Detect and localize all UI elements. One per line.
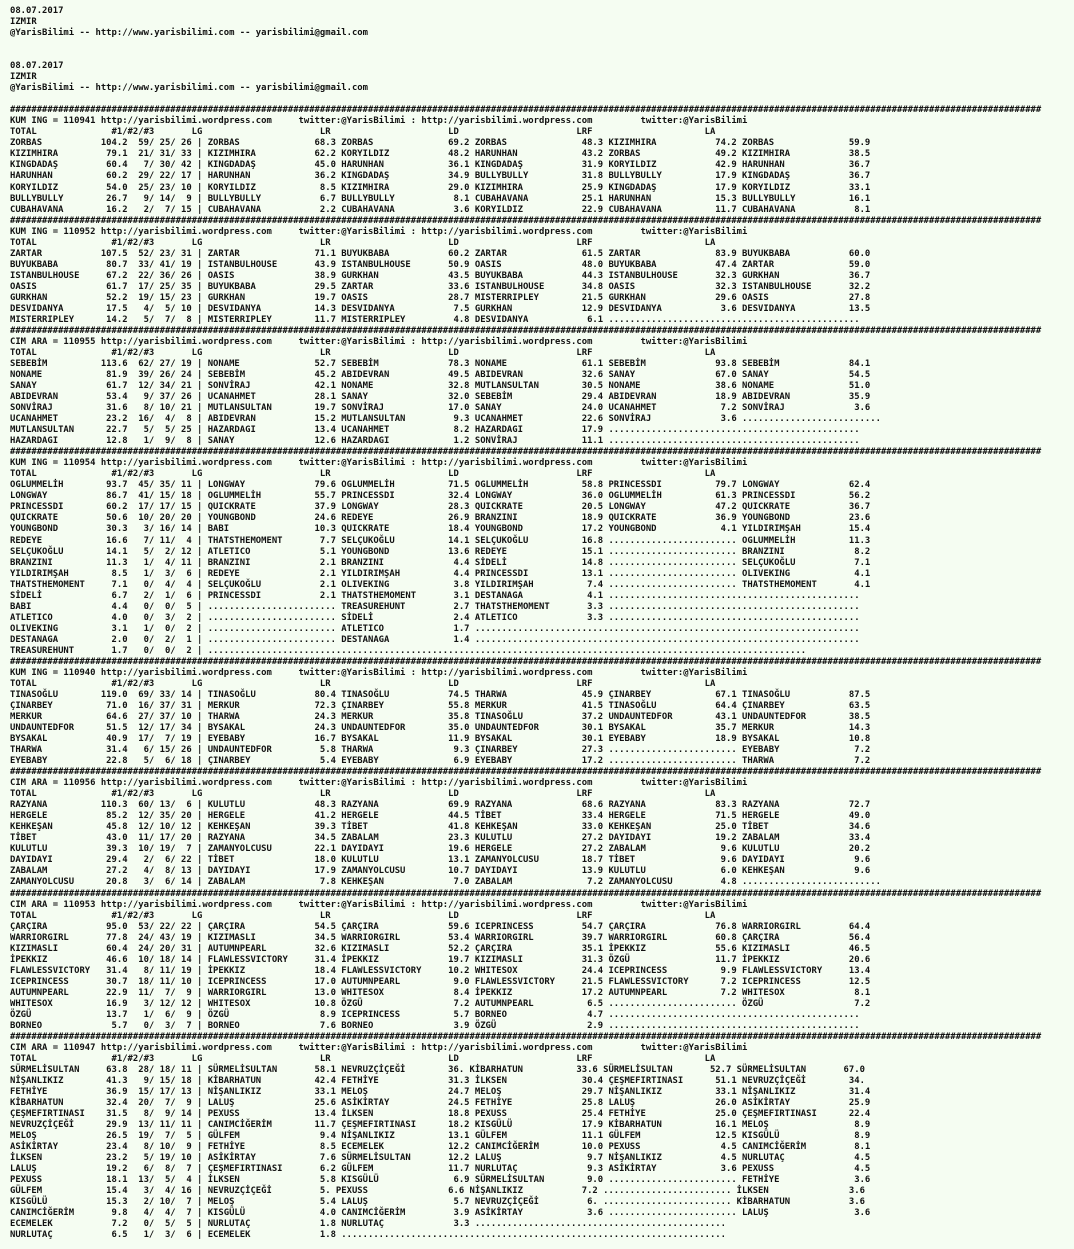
race-title: CIM ARA = 110956 http://yarisbilimi.wordpress.com twitter:@YarisBilimi : http://yarisbilimi.wordpress.com twitter:@YarisBilimi xyxy=(10,778,748,789)
result-row: BUYUKBABA 80.7 33/ 41/ 19 | ISTANBULHOUSE 43.9 ISTANBULHOUSE 50.9 OASIS 48.0 BUYUKBABA 47.4 ZARTAR 59.0 xyxy=(10,259,871,270)
section-separator: ################################################################################################################################################################################################# xyxy=(10,767,1042,778)
result-row: NURLUTAÇ 6.5 1/ 3/ 6 | ECEMELEK 1.8 ........................................................................ xyxy=(10,1230,726,1241)
column-headers: TOTAL #1/#2/#3 LG LR LD LRF LA xyxy=(10,237,716,248)
result-row: ZAMANYOLCUSU 20.8 3/ 6/ 14 | ZABALAM 7.8 KEHKEŞAN 7.0 ZABALAM 7.2 ZAMANYOLCUSU 4.8 .......................... xyxy=(10,877,881,888)
header-line: 08.07.2017 xyxy=(10,6,64,16)
result-row: UNDAUNTEDFOR 51.5 12/ 17/ 34 | BYSAKAL 24.3 UNDAUNTEDFOR 35.0 UNDAUNTEDFOR 30.1 BYSAKAL 35.7 MERKUR 14.3 xyxy=(10,723,871,734)
result-row: BYSAKAL 40.9 17/ 7/ 19 | EYEBABY 16.7 BYSAKAL 11.9 BYSAKAL 30.1 EYEBABY 18.9 BYSAKAL 10.8 xyxy=(10,734,871,745)
result-row: AUTUMNPEARL 22.9 11/ 7/ 9 | WARRIORGIRL 13.0 WHITESOX 8.4 İPEKKIZ 17.2 AUTUMNPEARL 7.2 WHITESOX 8.1 xyxy=(10,987,871,998)
result-row: KIZIMHIRA 79.1 21/ 31/ 33 | KIZIMHIRA 62.2 KORYILDIZ 48.2 HARUNHAN 43.2 ZORBAS 49.2 KIZIMHIRA 38.5 xyxy=(10,149,871,160)
result-row: MISTERRIPLEY 14.2 5/ 7/ 8 | MISTERRIPLEY 11.7 MISTERRIPLEY 4.8 DESVIDANYA 6.1 ............................................... xyxy=(10,314,860,325)
header-line: @YarisBilimi -- http://www.yarisbilimi.com -- yarisbilimi@gmail.com xyxy=(10,28,368,39)
result-row: İLKSEN 23.2 5/ 19/ 10 | ASİKİRTAY 7.6 SÜRMELİSULTAN 12.2 LALUŞ 9.7 NİŞANLIKIZ 4.5 NURLUTAÇ 4.5 xyxy=(10,1153,871,1164)
result-row: SÜRMELİSULTAN 63.8 28/ 18/ 11 | SÜRMELİSULTAN 58.1 NEVRUZÇİÇEĞİ 36. KİBARHATUN 33.6 SÜRMELİSULTAN 52.7 SÜRMELİSULTAN 67.0 xyxy=(10,1065,865,1075)
result-row: THARWA 31.4 6/ 15/ 26 | UNDAUNTEDFOR 5.8 THARWA 9.3 ÇINARBEY 27.3 ........................ EYEBABY 7.2 xyxy=(10,745,871,756)
result-row: RAZYANA 110.3 60/ 13/ 6 | KULUTLU 48.3 RAZYANA 69.9 RAZYANA 68.6 RAZYANA 83.3 RAZYANA 72.7 xyxy=(10,800,871,811)
race-title: KUM ING = 110952 http://yarisbilimi.wordpress.com twitter:@YarisBilimi : http://yarisbilimi.wordpress.com twitter:@YarisBilimi xyxy=(10,226,748,237)
result-row: ZARTAR 107.5 52/ 23/ 31 | ZARTAR 71.1 BUYUKBABA 60.2 ZARTAR 61.5 ZARTAR 83.9 BUYUKBABA 60.0 xyxy=(10,248,871,259)
result-row: UCANAHMET 23.2 16/ 4/ 8 | ABIDEVRAN 15.2 MUTLANSULTAN 9.3 UCANAHMET 22.6 SONVİRAJ 3.6 .......................... xyxy=(10,414,881,425)
result-row: CANIMCİĞERİM 9.8 4/ 4/ 7 | KISGÜLÜ 4.0 CANIMCİĞERİM 3.9 ASİKİRTAY 3.6 ........................ LALUŞ 3.6 xyxy=(10,1208,871,1219)
race-title: CIM ARA = 110953 http://yarisbilimi.wordpress.com twitter:@YarisBilimi : http://yarisbilimi.wordpress.com twitter:@YarisBilimi xyxy=(10,899,748,910)
result-row: ABIDEVRAN 53.4 9/ 37/ 26 | UCANAHMET 28.1 SANAY 32.0 SEBEBİM 29.4 ABIDEVRAN 18.9 ABIDEVRAN 35.9 xyxy=(10,392,871,403)
result-row: TREASUREHUNT 1.7 0/ 0/ 2 | ................................................................................................................ xyxy=(10,645,807,656)
result-row: OGLUMMELİH 93.7 45/ 35/ 11 | LONGWAY 79.6 OGLUMMELİH 71.5 OGLUMMELİH 58.8 PRINCESSDI 79.7 LONGWAY 62.4 xyxy=(10,480,871,491)
result-row: HARUNHAN 60.2 29/ 22/ 17 | HARUNHAN 36.2 KINGDADAŞ 34.9 BULLYBULLY 31.8 BULLYBULLY 17.9 KINGDADAŞ 36.7 xyxy=(10,171,871,182)
result-row: ÖZGÜ 13.7 1/ 6/ 9 | ÖZGÜ 8.9 ICEPRINCESS 5.7 BORNEO 4.7 ............................................... xyxy=(10,1009,860,1020)
result-row: ZABALAM 27.2 4/ 8/ 13 | DAYIDAYI 17.9 ZAMANYOLCUSU 10.7 DAYIDAYI 13.9 KULUTLU 6.0 KEHKEŞAN 9.6 xyxy=(10,866,871,877)
column-headers: TOTAL #1/#2/#3 LG LR LD LRF LA xyxy=(10,469,716,480)
result-row: FLAWLESSVICTORY 31.4 8/ 11/ 19 | İPEKKIZ 18.4 FLAWLESSVICTORY 10.2 WHITESOX 24.4 ICEPRINCESS 9.9 FLAWLESSVICTORY 13.4 xyxy=(10,965,871,976)
result-row: KEHKEŞAN 45.8 12/ 10/ 12 | KEHKEŞAN 39.3 TİBET 41.8 KEHKEŞAN 33.0 KEHKEŞAN 25.0 TİBET 34.6 xyxy=(10,822,871,833)
result-row: KULUTLU 39.3 10/ 19/ 7 | ZAMANYOLCUSU 22.1 DAYIDAYI 19.6 HERGELE 27.2 ZABALAM 9.6 KULUTLU 20.2 xyxy=(10,844,871,855)
result-row: ISTANBULHOUSE 67.2 22/ 36/ 26 | OASIS 38.9 GURKHAN 43.5 BUYUKBABA 44.3 ISTANBULHOUSE 32.3 GURKHAN 36.7 xyxy=(10,270,871,281)
result-row: ÇEŞMEFIRTINASI 31.5 8/ 9/ 14 | PEXUSS 13.4 İLKSEN 18.8 PEXUSS 25.4 FETHİYE 25.0 ÇEŞMEFIRTINASI 22.4 xyxy=(10,1109,871,1120)
column-headers: TOTAL #1/#2/#3 LG LR LD LRF LA xyxy=(10,910,716,921)
result-row: BABI 4.4 0/ 0/ 5 | ........................ TREASUREHUNT 2.7 THATSTHEMOMENT 3.3 ............................................... xyxy=(10,601,860,612)
result-row: OLIVEKING 3.1 1/ 0/ 2 | ........................ ATLETICO 1.7 ........................................................................ xyxy=(10,623,860,634)
result-row: SEBEBİM 113.6 62/ 27/ 19 | NONAME 52.7 SEBEBİM 78.3 NONAME 61.1 SEBEBİM 93.8 SEBEBİM 84.1 xyxy=(10,359,871,369)
race-title: KUM ING = 110940 http://yarisbilimi.wordpress.com twitter:@YarisBilimi : http://yarisbilimi.wordpress.com twitter:@YarisBilimi xyxy=(10,667,748,678)
result-row: ATLETICO 4.0 0/ 3/ 2 | ........................ SİDELİ 2.4 ATLETICO 3.3 ............................................... xyxy=(10,612,860,623)
result-row: WARRIORGIRL 77.8 24/ 43/ 19 | KIZIMASLI 34.5 WARRIORGIRL 53.4 WARRIORGIRL 39.7 WARRIORGIRL 60.8 ÇARÇIRA 56.4 xyxy=(10,932,871,943)
race-title: CIM ARA = 110955 http://yarisbilimi.wordpress.com twitter:@YarisBilimi : http://yarisbilimi.wordpress.com twitter:@YarisBilimi xyxy=(10,336,748,347)
result-row: ASİKİRTAY 23.4 8/ 10/ 9 | FETHİYE 8.5 ECEMELEK 12.2 CANIMCİĞERİM 10.0 PEXUSS 4.5 CANIMCİĞERİM 8.1 xyxy=(10,1142,871,1153)
result-row: MELOŞ 26.5 19/ 7/ 5 | GÜLFEM 9.4 NİŞANLIKIZ 13.1 GÜLFEM 11.1 GÜLFEM 12.5 KISGÜLÜ 8.9 xyxy=(10,1131,871,1142)
result-row: CUBAHAVANA 16.2 2/ 7/ 15 | CUBAHAVANA 2.2 CUBAHAVANA 3.6 KORYILDIZ 22.9 CUBAHAVANA 11.7 CUBAHAVANA 8.1 xyxy=(10,204,871,215)
column-headers: TOTAL #1/#2/#3 LG LR LD LRF LA xyxy=(10,789,716,800)
section-separator: ################################################################################################################################################################################################# xyxy=(10,656,1042,667)
result-row: TİBET 43.0 11/ 17/ 20 | RAZYANA 34.5 ZABALAM 23.3 KULUTLU 27.2 DAYIDAYI 19.2 ZABALAM 33.4 xyxy=(10,833,871,844)
race-title: KUM ING = 110954 http://yarisbilimi.wordpress.com twitter:@YarisBilimi : http://yarisbilimi.wordpress.com twitter:@YarisBilimi xyxy=(10,458,748,469)
result-row: GÜLFEM 15.4 3/ 4/ 16 | NEVRUZÇİÇEĞİ 5. PEXUSS 6.6 NİŞANLIKIZ 7.2 ........................ İLKSEN 3.6 xyxy=(10,1186,865,1197)
result-row: İPEKKIZ 46.6 10/ 18/ 14 | FLAWLESSVICTORY 31.4 İPEKKIZ 19.7 KIZIMASLI 31.3 ÖZGÜ 11.7 İPEKKIZ 20.6 xyxy=(10,954,871,965)
result-row: DESVIDANYA 17.5 4/ 5/ 10 | DESVIDANYA 14.3 DESVIDANYA 7.5 GURKHAN 12.9 DESVIDANYA 3.6 DESVIDANYA 13.5 xyxy=(10,303,871,314)
result-row: FETHİYE 36.9 15/ 17/ 13 | NİŞANLIKIZ 33.1 MELOŞ 24.7 MELOŞ 29.7 NİŞANLIKIZ 33.1 NİŞANLIKIZ 31.4 xyxy=(10,1087,871,1098)
section-separator: ################################################################################################################################################################################################# xyxy=(10,1031,1042,1042)
column-headers: TOTAL #1/#2/#3 LG LR LD LRF LA xyxy=(10,1053,716,1064)
result-row: ÇINARBEY 71.0 16/ 37/ 31 | MERKUR 72.3 ÇINARBEY 55.8 MERKUR 41.5 TINASOĞLU 64.4 ÇINARBEY 63.5 xyxy=(10,700,871,711)
result-row: OASIS 61.7 17/ 25/ 35 | BUYUKBABA 29.5 ZARTAR 33.6 ISTANBULHOUSE 34.8 OASIS 32.3 ISTANBULHOUSE 32.2 xyxy=(10,281,871,292)
result-row: ZORBAS 104.2 59/ 25/ 26 | ZORBAS 68.3 ZORBAS 69.2 ZORBAS 48.3 KIZIMHIRA 74.2 ZORBAS 59.9 xyxy=(10,138,871,149)
result-row: REDEYE 16.6 7/ 11/ 4 | THATSTHEMOMENT 7.7 SELÇUKOĞLU 14.1 SELÇUKOĞLU 16.8 ........................ OGLUMMELİH 11.3 xyxy=(10,535,871,546)
section-separator: ################################################################################################################################################################################################# xyxy=(10,215,1042,226)
header-line: IZMIR xyxy=(10,17,37,28)
result-row: KINGDADAŞ 60.4 7/ 30/ 42 | KINGDADAŞ 45.0 HARUNHAN 36.1 KINGDADAŞ 31.9 KORYILDIZ 42.9 HARUNHAN 36.7 xyxy=(10,160,871,171)
result-row: BULLYBULLY 26.7 9/ 14/ 9 | BULLYBULLY 6.7 BULLYBULLY 8.1 CUBAHAVANA 25.1 HARUNHAN 15.3 BULLYBULLY 16.1 xyxy=(10,193,871,204)
result-row: KİBARHATUN 32.4 20/ 7/ 9 | LALUŞ 25.6 ASİKİRTAY 24.5 FETHİYE 25.8 LALUŞ 26.0 ASİKİRTAY 25.9 xyxy=(10,1098,871,1109)
result-row: HAZARDAGI 12.8 1/ 9/ 8 | SANAY 12.6 HAZARDAGI 1.2 SONVİRAJ 11.1 ............................................... xyxy=(10,436,860,447)
header-line: 08.07.2017 xyxy=(10,61,64,72)
result-row: YILDIRIMŞAH 8.5 1/ 3/ 6 | REDEYE 2.1 YILDIRIMŞAH 4.4 PRINCESSDI 13.1 ........................ OLIVEKING 4.1 xyxy=(10,568,871,579)
result-row: THATSTHEMOMENT 7.1 0/ 4/ 4 | SELÇUKOĞLU 2.1 OLIVEKING 3.8 YILDIRIMŞAH 7.4 ........................ THATSTHEMOMENT 4.1 xyxy=(10,579,871,590)
result-row: KIZIMASLI 60.4 24/ 20/ 31 | AUTUMNPEARL 32.6 KIZIMASLI 52.2 ÇARÇIRA 35.1 İPEKKIZ 55.6 KIZIMASLI 46.5 xyxy=(10,943,871,954)
result-row: NEVRUZÇİÇEĞİ 29.9 13/ 11/ 11 | CANIMCİĞERİM 11.7 ÇEŞMEFIRTINASI 18.2 KISGÜLÜ 17.9 KİBARHATUN 16.1 MELOŞ 8.9 xyxy=(10,1120,871,1131)
section-separator: ################################################################################################################################################################################################# xyxy=(10,888,1042,899)
result-row: MERKUR 64.6 27/ 37/ 10 | THARWA 24.3 MERKUR 35.8 TINASOĞLU 37.2 UNDAUNTEDFOR 43.1 UNDAUNTEDFOR 38.5 xyxy=(10,712,871,722)
result-row: KORYILDIZ 54.0 25/ 23/ 10 | KORYILDIZ 8.5 KIZIMHIRA 29.0 KIZIMHIRA 25.9 KINGDADAŞ 17.9 KORYILDIZ 33.1 xyxy=(10,182,871,193)
result-row: NİŞANLIKIZ 41.3 9/ 15/ 18 | KİBARHATUN 42.4 FETHİYE 31.3 İLKSEN 30.4 ÇEŞMEFIRTINASI 51.1 NEVRUZÇİÇEĞİ 34. xyxy=(10,1076,865,1087)
result-row: ICEPRINCESS 30.7 18/ 11/ 10 | ICEPRINCESS 17.0 AUTUMNPEARL 9.0 FLAWLESSVICTORY 21.5 FLAWLESSVICTORY 7.2 ICEPRINCESS 12.5 xyxy=(10,976,871,987)
result-row: YOUNGBOND 30.3 3/ 16/ 14 | BABI 10.3 QUICKRATE 18.4 YOUNGBOND 17.2 YOUNGBOND 4.1 YILDIRIMŞAH 15.4 xyxy=(10,524,871,535)
column-headers: TOTAL #1/#2/#3 LG LR LD LRF LA xyxy=(10,678,716,689)
section-separator: ################################################################################################################################################################################################# xyxy=(10,105,1042,116)
result-row: SONVİRAJ 31.6 8/ 10/ 21 | MUTLANSULTAN 19.7 SONVİRAJ 17.0 SANAY 24.0 UCANAHMET 7.2 SONVİRAJ 3.6 xyxy=(10,403,871,414)
header-line: @YarisBilimi -- http://www.yarisbilimi.com -- yarisbilimi@gmail.com xyxy=(10,83,368,94)
result-row: KISGÜLÜ 15.3 2/ 10/ 7 | MELOŞ 5.4 LALUŞ 5.7 NEVRUZÇİÇEĞİ 6. ........................ KİBARHATUN 3.6 xyxy=(10,1197,865,1208)
result-row: WHITESOX 16.9 3/ 12/ 12 | WHITESOX 10.8 ÖZGÜ 7.2 AUTUMNPEARL 6.5 ........................ ÖZGÜ 7.2 xyxy=(10,998,871,1009)
race-title: KUM ING = 110941 http://yarisbilimi.wordpress.com twitter:@YarisBilimi : http://yarisbilimi.wordpress.com twitter:@YarisBilimi xyxy=(10,116,748,127)
result-row: QUICKRATE 50.6 10/ 20/ 20 | YOUNGBOND 24.6 REDEYE 26.9 BRANZINI 18.9 QUICKRATE 36.9 YOUNGBOND 23.6 xyxy=(10,513,871,524)
column-headers: TOTAL #1/#2/#3 LG LR LD LRF LA xyxy=(10,127,716,138)
result-row: MUTLANSULTAN 22.7 5/ 5/ 25 | HAZARDAGI 13.4 UCANAHMET 8.2 HAZARDAGI 17.9 ............................................... xyxy=(10,425,860,436)
section-separator: ################################################################################################################################################################################################# xyxy=(10,325,1042,336)
header-line: IZMIR xyxy=(10,72,37,83)
result-row: SİDELİ 6.7 2/ 1/ 6 | PRINCESSDI 2.1 THATSTHEMOMENT 3.1 DESTANAGA 4.1 ............................................... xyxy=(10,590,860,601)
result-row: TINASOĞLU 119.0 69/ 33/ 14 | TINASOĞLU 80.4 TINASOĞLU 74.5 THARWA 45.9 ÇINARBEY 67.1 TINASOĞLU 87.5 xyxy=(10,689,871,700)
result-row: LALUŞ 19.2 6/ 8/ 7 | ÇEŞMEFIRTINASI 6.2 GÜLFEM 11.7 NURLUTAÇ 9.3 ASİKİRTAY 3.6 PEXUSS 4.5 xyxy=(10,1164,871,1175)
section-separator: ################################################################################################################################################################################################# xyxy=(10,447,1042,458)
result-row: HERGELE 85.2 12/ 35/ 20 | HERGELE 41.2 HERGELE 44.5 TİBET 33.4 HERGELE 71.5 HERGELE 49.0 xyxy=(10,811,871,822)
race-title: CIM ARA = 110947 http://yarisbilimi.wordpress.com twitter:@YarisBilimi : http://yarisbilimi.wordpress.com twitter:@YarisBilimi xyxy=(10,1042,748,1053)
result-row: SELÇUKOĞLU 14.1 5/ 2/ 12 | ATLETICO 5.1 YOUNGBOND 13.6 REDEYE 15.1 ........................ BRANZINI 8.2 xyxy=(10,546,871,557)
result-row: PRINCESSDI 60.2 17/ 17/ 15 | QUICKRATE 37.9 LONGWAY 28.3 QUICKRATE 20.5 LONGWAY 47.2 QUICKRATE 36.7 xyxy=(10,502,871,513)
result-row: GURKHAN 52.2 19/ 15/ 23 | GURKHAN 19.7 OASIS 28.7 MISTERRIPLEY 21.5 GURKHAN 29.6 OASIS 27.8 xyxy=(10,292,871,303)
result-row: DAYIDAYI 29.4 2/ 6/ 22 | TİBET 18.0 KULUTLU 13.1 ZAMANYOLCUSU 18.7 TİBET 9.6 DAYIDAYI 9.6 xyxy=(10,855,871,866)
result-row: NONAME 81.9 39/ 26/ 24 | SEBEBİM 45.2 ABIDEVRAN 49.5 ABIDEVRAN 32.6 SANAY 67.0 SANAY 54.5 xyxy=(10,370,871,381)
column-headers: TOTAL #1/#2/#3 LG LR LD LRF LA xyxy=(10,347,716,358)
result-row: EYEBABY 22.8 5/ 6/ 18 | ÇINARBEY 5.4 EYEBABY 6.9 EYEBABY 17.2 ........................ THARWA 7.2 xyxy=(10,756,871,767)
result-row: ÇARÇIRA 95.0 53/ 22/ 22 | ÇARÇIRA 54.5 ÇARÇIRA 59.6 ICEPRINCESS 54.7 ÇARÇIRA 76.8 WARRIORGIRL 64.4 xyxy=(10,921,871,932)
result-row: SANAY 61.7 12/ 34/ 21 | SONVİRAJ 42.1 NONAME 32.8 MUTLANSULTAN 30.5 NONAME 38.6 NONAME 51.0 xyxy=(10,381,871,392)
result-row: PEXUSS 18.1 13/ 5/ 4 | İLKSEN 5.8 KISGÜLÜ 6.9 SÜRMELİSULTAN 9.0 ........................ FETHİYE 3.6 xyxy=(10,1175,871,1186)
result-row: DESTANAGA 2.0 0/ 2/ 1 | ........................ DESTANAGA 1.4 ........................................................................ xyxy=(10,634,860,645)
result-row: LONGWAY 86.7 41/ 15/ 18 | OGLUMMELİH 55.7 PRINCESSDI 32.4 LONGWAY 36.0 OGLUMMELİH 61.3 PRINCESSDI 56.2 xyxy=(10,491,871,502)
result-row: BORNEO 5.7 0/ 3/ 7 | BORNEO 7.6 BORNEO 3.9 ÖZGÜ 2.9 ............................................... xyxy=(10,1020,860,1031)
result-row: ECEMELEK 7.2 0/ 5/ 5 | NURLUTAÇ 1.8 NURLUTAÇ 3.3 ............................................... xyxy=(10,1219,726,1230)
result-row: BRANZINI 11.3 1/ 4/ 11 | BRANZINI 2.1 BRANZINI 4.4 SİDELİ 14.8 ........................ SELÇUKOĞLU 7.1 xyxy=(10,557,871,568)
